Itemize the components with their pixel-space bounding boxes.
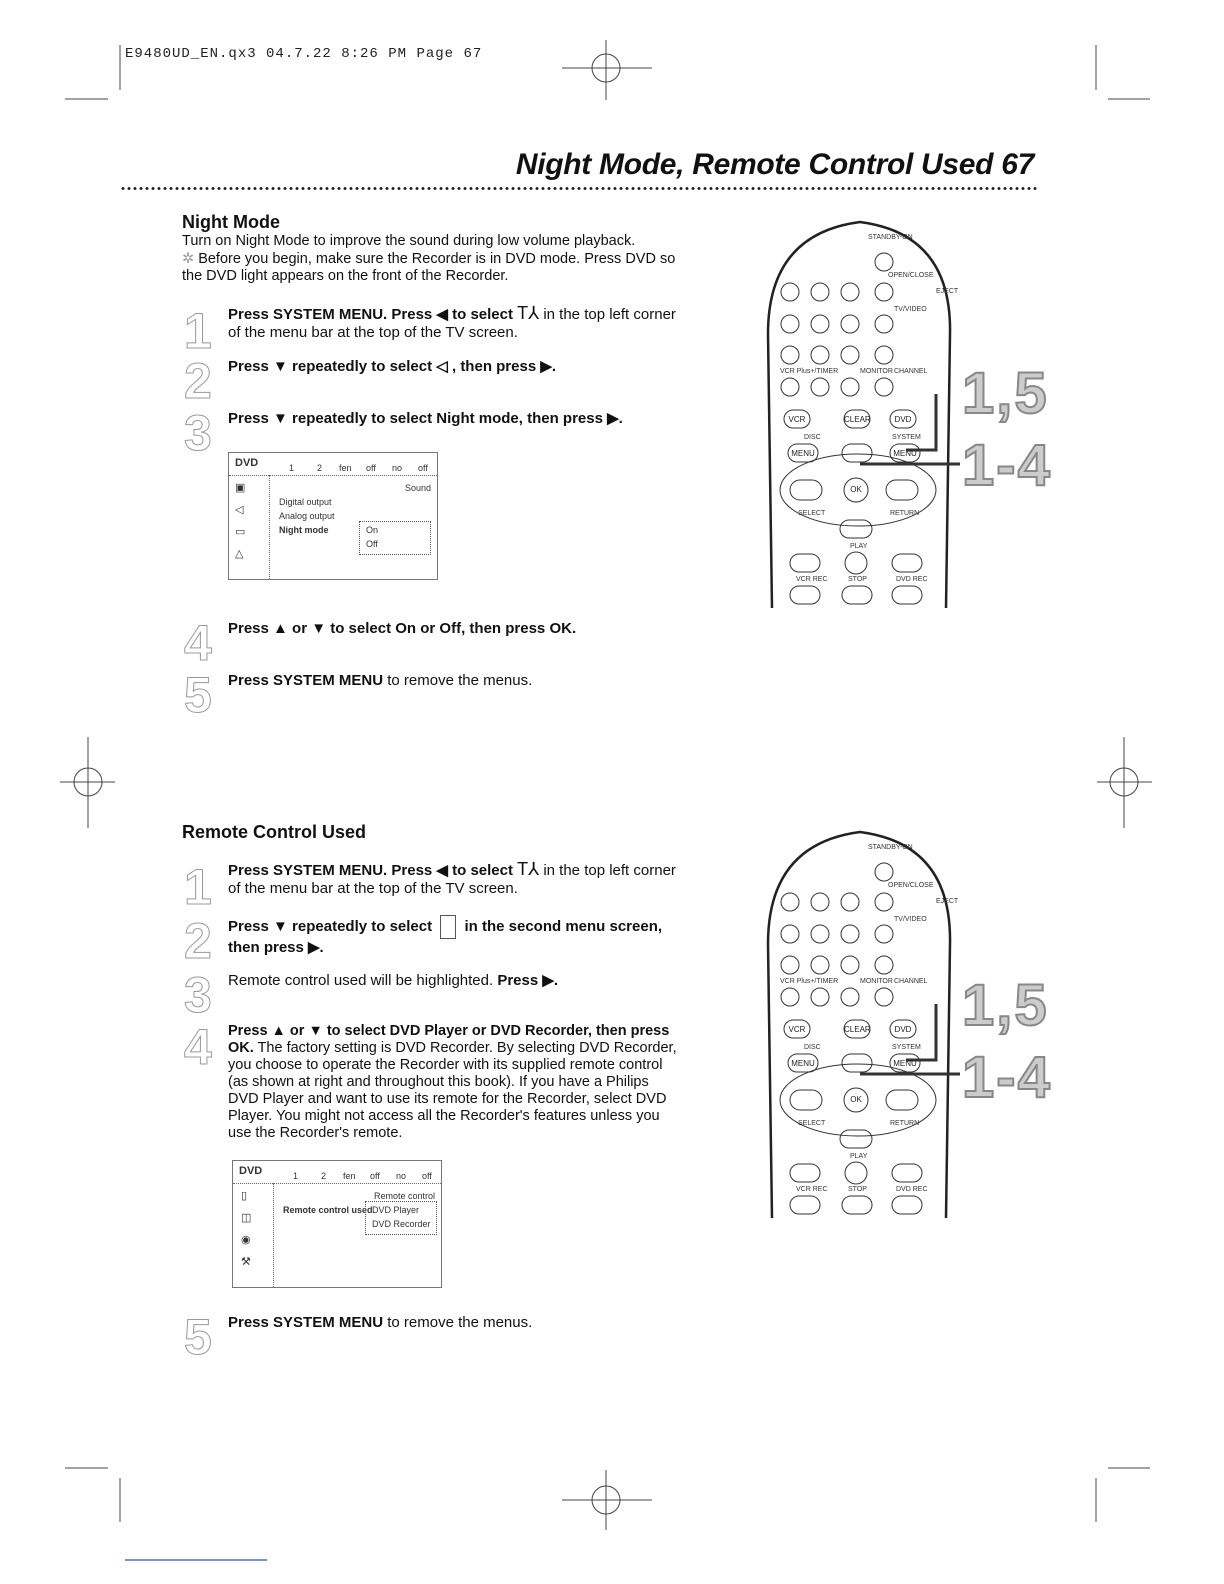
ok-button: OK	[850, 1095, 862, 1104]
menu-value: 2	[317, 463, 323, 473]
remote-used-menu-screen	[232, 1160, 442, 1288]
menu-item: Digital output	[279, 497, 332, 507]
standby-label: STANDBY-ON	[868, 844, 913, 851]
step-number: 4	[184, 1019, 212, 1075]
step-number: 3	[184, 967, 212, 1023]
channel-label: CHANNEL	[894, 978, 928, 985]
stop-label: STOP	[848, 1186, 867, 1193]
night-step-5	[228, 672, 683, 690]
menu-value: off	[370, 1171, 380, 1181]
remote-step-3	[228, 972, 683, 990]
step-text: in the top left corner of the menu bar at the top of the TV screen.	[228, 306, 676, 341]
night-step-2: Press ▼ repeatedly to select ◁ , then press ▶.	[228, 358, 557, 375]
bullet-icon: ✲	[182, 251, 199, 267]
remote-illustration-1	[760, 214, 960, 609]
option-list	[359, 521, 431, 555]
remote-step-4	[228, 1023, 683, 1142]
page-title: Night Mode, Remote Control Used 67	[515, 148, 1034, 181]
menu-bar	[229, 453, 437, 476]
menu-value: fen	[339, 463, 352, 473]
step-number: 2	[184, 913, 212, 969]
vcrplus-label: VCR Plus+/TIMER	[780, 368, 839, 375]
menu-section-title: Sound	[404, 483, 431, 493]
step-number: 2	[184, 353, 212, 409]
vcr-rec-label: VCR REC	[796, 1186, 828, 1193]
step-number: 5	[184, 667, 212, 723]
menu-value: off	[422, 1171, 432, 1181]
callout-1-5: 1,5	[962, 973, 1049, 1038]
menu-section-title: Remote control	[373, 1191, 435, 1201]
callout-1-5: 1,5	[962, 361, 1049, 426]
night-step-4: Press ▲ or ▼ to select On or Off, then press OK.	[228, 620, 577, 637]
step-number: 3	[184, 405, 212, 461]
menu-side-icons	[229, 475, 270, 579]
vcr-rec-label: VCR REC	[796, 576, 828, 583]
step-bold: Press SYSTEM MENU. Press ◀ to select	[228, 862, 513, 879]
return-label: RETURN	[890, 510, 920, 517]
step-bold: Press ▼ repeatedly to select	[228, 917, 433, 935]
step-bold: in the second menu screen,	[464, 917, 663, 935]
option-dvd-player: DVD Player	[372, 1205, 420, 1215]
dvd-logo: DVD	[235, 457, 259, 469]
step-number: 4	[184, 615, 212, 671]
menu-value: no	[396, 1171, 407, 1181]
step-bold: Press SYSTEM MENU. Press ◀ to select	[228, 306, 513, 323]
picture-icon: ▣	[235, 482, 246, 494]
menu-value: off	[418, 463, 428, 473]
option-list	[365, 1201, 437, 1235]
monitor-label: MONITOR	[860, 368, 893, 375]
step-number: 5	[184, 1309, 212, 1365]
monitor-label: MONITOR	[860, 978, 893, 985]
clear-button: CLEAR	[844, 1025, 871, 1034]
step-bold: Press SYSTEM MENU	[228, 1314, 384, 1331]
menu-side-icons	[233, 1183, 274, 1287]
night-step-3: Press ▼ repeatedly to select Night mode, then press ▶.	[228, 410, 623, 427]
step-text: Remote control used will be highlighted.	[228, 972, 494, 989]
night-step-1	[228, 304, 683, 342]
menu-bar	[233, 1161, 441, 1184]
stop-label: STOP	[848, 576, 867, 583]
menu-value: fen	[343, 1171, 356, 1181]
menu-value: off	[366, 463, 376, 473]
other-menu-icon	[440, 915, 456, 939]
menu-value: 1	[293, 1171, 299, 1181]
callout-1-4: 1-4	[962, 1045, 1052, 1110]
night-mode-menu-screen	[228, 452, 438, 580]
dvd-button: DVD	[894, 1025, 912, 1034]
night-mode-bullet: Before you begin, make sure the Recorder is in DVD mode. Press DVD so the DVD light appears on the front of the Recorder.	[182, 251, 676, 284]
features-icon: △	[235, 548, 244, 560]
sound-icon: ◁	[235, 504, 244, 516]
vcr-button: VCR	[788, 1025, 806, 1034]
dvd-rec-label: DVD REC	[896, 576, 928, 583]
return-label: RETURN	[890, 1120, 920, 1127]
open-close-label: OPEN/CLOSE	[888, 882, 934, 889]
step-bold: Press ▲ or ▼ to select DVD Player or DVD Recorder, then press OK.	[228, 1023, 670, 1056]
step-bold: Press SYSTEM MENU	[228, 672, 384, 689]
menu-value: 1	[289, 463, 295, 473]
disc-label: DISC	[804, 1044, 821, 1051]
system-menu-button: MENU	[893, 1059, 917, 1068]
remote-illustration-2	[760, 824, 960, 1219]
step-text: The factory setting is DVD Recorder. By selecting DVD Recorder, you choose to operate the Recorder with its supplied remote control (as shown at right and throughout this book). If you have a Philips DVD Player and want to use its remote for the Recorder, select DVD Player. You might not access all the Recorder's features unless you use the Recorder's remote.	[228, 1040, 677, 1141]
step-bold: Press ▶.	[497, 972, 559, 989]
dotted-rule	[120, 186, 1038, 191]
menu-value: no	[392, 463, 403, 473]
menu-value: 2	[321, 1171, 327, 1181]
step-number: 1	[184, 303, 212, 359]
file-slug: E9480UD_EN.qx3 04.7.22 8:26 PM Page 67	[125, 46, 483, 62]
dvd-rec-label: DVD REC	[896, 1186, 928, 1193]
night-mode-bullet-row	[182, 251, 682, 285]
step-number: 1	[184, 859, 212, 915]
dvd-logo: DVD	[239, 1165, 263, 1177]
remote-step-5	[228, 1314, 683, 1332]
eject-label: EJECT	[936, 898, 959, 905]
remote-step-2	[228, 915, 683, 957]
step-bold: then press ▶.	[228, 939, 324, 956]
option-dvd-recorder: DVD Recorder	[372, 1219, 431, 1229]
dvd-button: DVD	[894, 415, 912, 424]
channel-label: CHANNEL	[894, 368, 928, 375]
ok-button: OK	[850, 485, 862, 494]
menu-item-selected: Night mode	[279, 525, 329, 535]
option-on: On	[366, 525, 379, 535]
night-mode-intro: Turn on Night Mode to improve the sound during low volume playback.	[182, 233, 636, 249]
system-menu-button: MENU	[893, 449, 917, 458]
clear-button: CLEAR	[844, 415, 871, 424]
select-label: SELECT	[798, 510, 826, 517]
disc-label: DISC	[804, 434, 821, 441]
callout-1-4: 1-4	[962, 433, 1052, 498]
step-text: to remove the menus.	[383, 672, 533, 689]
tools-icon: ⚒	[241, 1256, 251, 1268]
option-off: Off	[366, 539, 378, 549]
step-text: in the top left corner of the menu bar at the top of the TV screen.	[228, 862, 676, 897]
system-label: SYSTEM	[892, 1044, 921, 1051]
remote-icon: ▯	[241, 1190, 248, 1202]
eject-label: EJECT	[936, 288, 959, 295]
menu-item-selected: Remote control used	[283, 1205, 373, 1215]
tv-video-label: TV/VIDEO	[894, 916, 927, 923]
setup-icon: T⅄	[517, 859, 540, 879]
disc-menu-button: MENU	[791, 449, 815, 458]
disc-icon: ◫	[241, 1212, 252, 1224]
remote-step-1	[228, 860, 683, 898]
setup-icon: T⅄	[517, 303, 540, 323]
vcrplus-label: VCR Plus+/TIMER	[780, 978, 839, 985]
clock-icon: ◉	[241, 1234, 251, 1246]
play-label: PLAY	[850, 1153, 868, 1160]
step-text: to remove the menus.	[383, 1314, 533, 1331]
disc-menu-button: MENU	[791, 1059, 815, 1068]
tv-video-label: TV/VIDEO	[894, 306, 927, 313]
vcr-button: VCR	[788, 415, 806, 424]
standby-label: STANDBY-ON	[868, 234, 913, 241]
language-icon: ▭	[235, 526, 246, 538]
open-close-label: OPEN/CLOSE	[888, 272, 934, 279]
select-label: SELECT	[798, 1120, 826, 1127]
play-label: PLAY	[850, 543, 868, 550]
night-mode-heading: Night Mode	[182, 212, 280, 232]
remote-used-heading: Remote Control Used	[182, 822, 367, 842]
system-label: SYSTEM	[892, 434, 921, 441]
menu-item: Analog output	[279, 511, 335, 521]
